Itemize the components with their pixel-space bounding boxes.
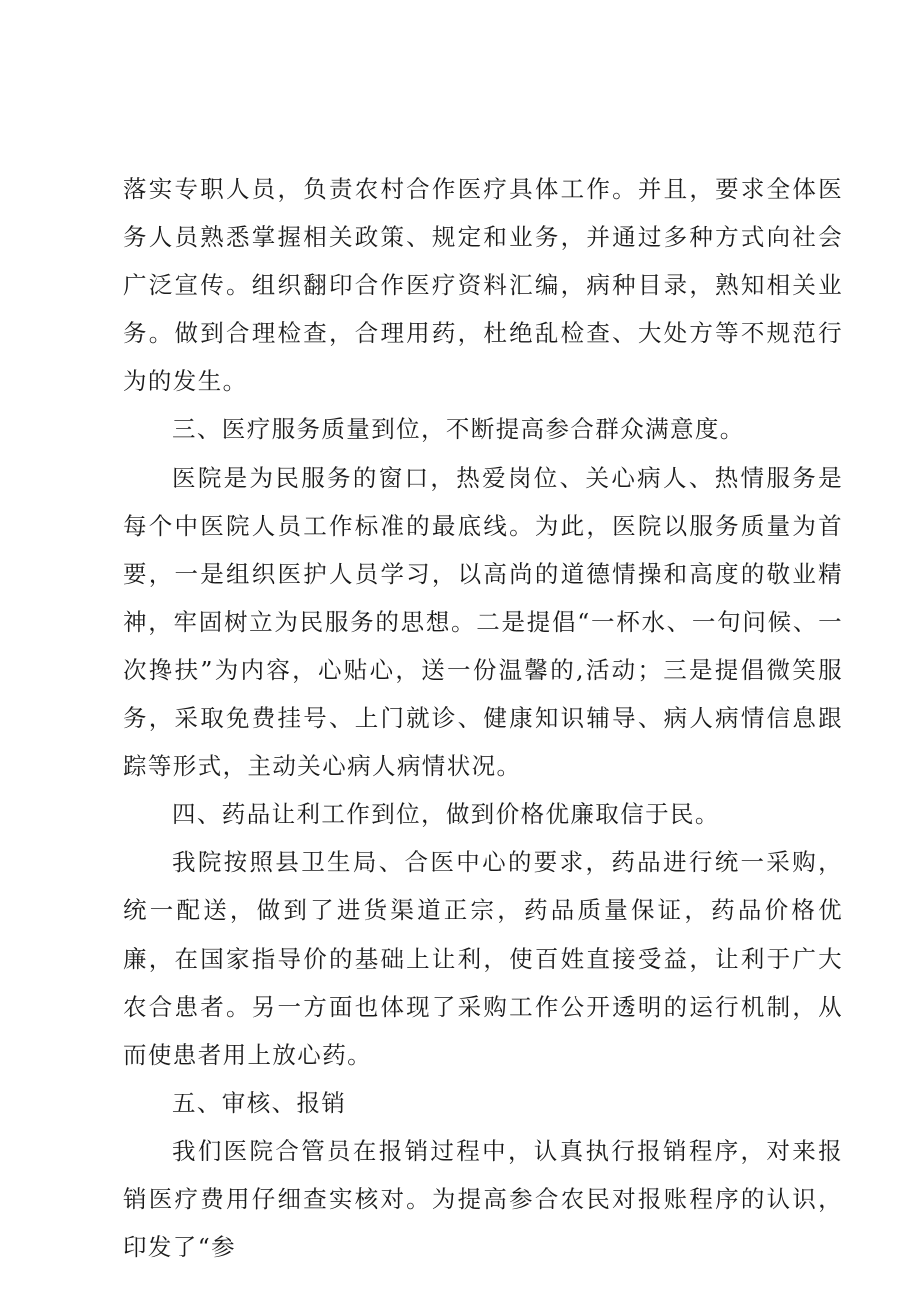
- paragraph-staffing: 落实专职人员，负责农村合作医疗具体工作。并且，要求全体医务人员熟悉掌握相关政策、规定和业务，并通过多种方式向社会广泛宣传。组织翻印合作医疗资料汇编，病种目录，熟知相关业务。做到合理检查，合理用药，杜绝乱检查、大处方等不规范行为的发生。: [123, 175, 843, 396]
- section-heading-5: 五、审核、报销: [172, 1088, 347, 1117]
- section-heading-4: 四、药品让利工作到位，做到价格优廉取信于民。: [172, 800, 720, 829]
- paragraph-service-quality: 医院是为民服务的窗口，热爱岗位、关心病人、热情服务是每个中医院人员工作标准的最底线。为此，医院以服务质量为首要，一是组织医护人员学习，以高尚的道德情操和高度的敬业精神，牢固树立为民服务的思想。二是提倡“一杯水、一句问候、一次搀扶”为内容，心贴心，送一份温馨的,活动；三是提倡微笑服务，采取免费挂号、上门就诊、健康知识辅导、病人病情信息跟踪等形式，主动关心病人病情状况。: [123, 463, 843, 781]
- paragraph-reimbursement: 我们医院合管员在报销过程中，认真执行报销程序，对来报销医疗费用仔细查实核对。为提高参合农民对报账程序的认识，印发了“参: [123, 1136, 843, 1262]
- document-body: [123, 165, 843, 1271]
- section-heading-3: 三、医疗服务质量到位，不断提高参合群众满意度。: [172, 415, 745, 444]
- paragraph-drug-pricing: 我院按照县卫生局、合医中心的要求，药品进行统一采购，统一配送，做到了进货渠道正宗，药品质量保证，药品价格优廉，在国家指导价的基础上让利，使百姓直接受益，让利于广大农合患者。另一方面也体现了采购工作公开透明的运行机制，从而使患者用上放心药。: [123, 848, 843, 1069]
